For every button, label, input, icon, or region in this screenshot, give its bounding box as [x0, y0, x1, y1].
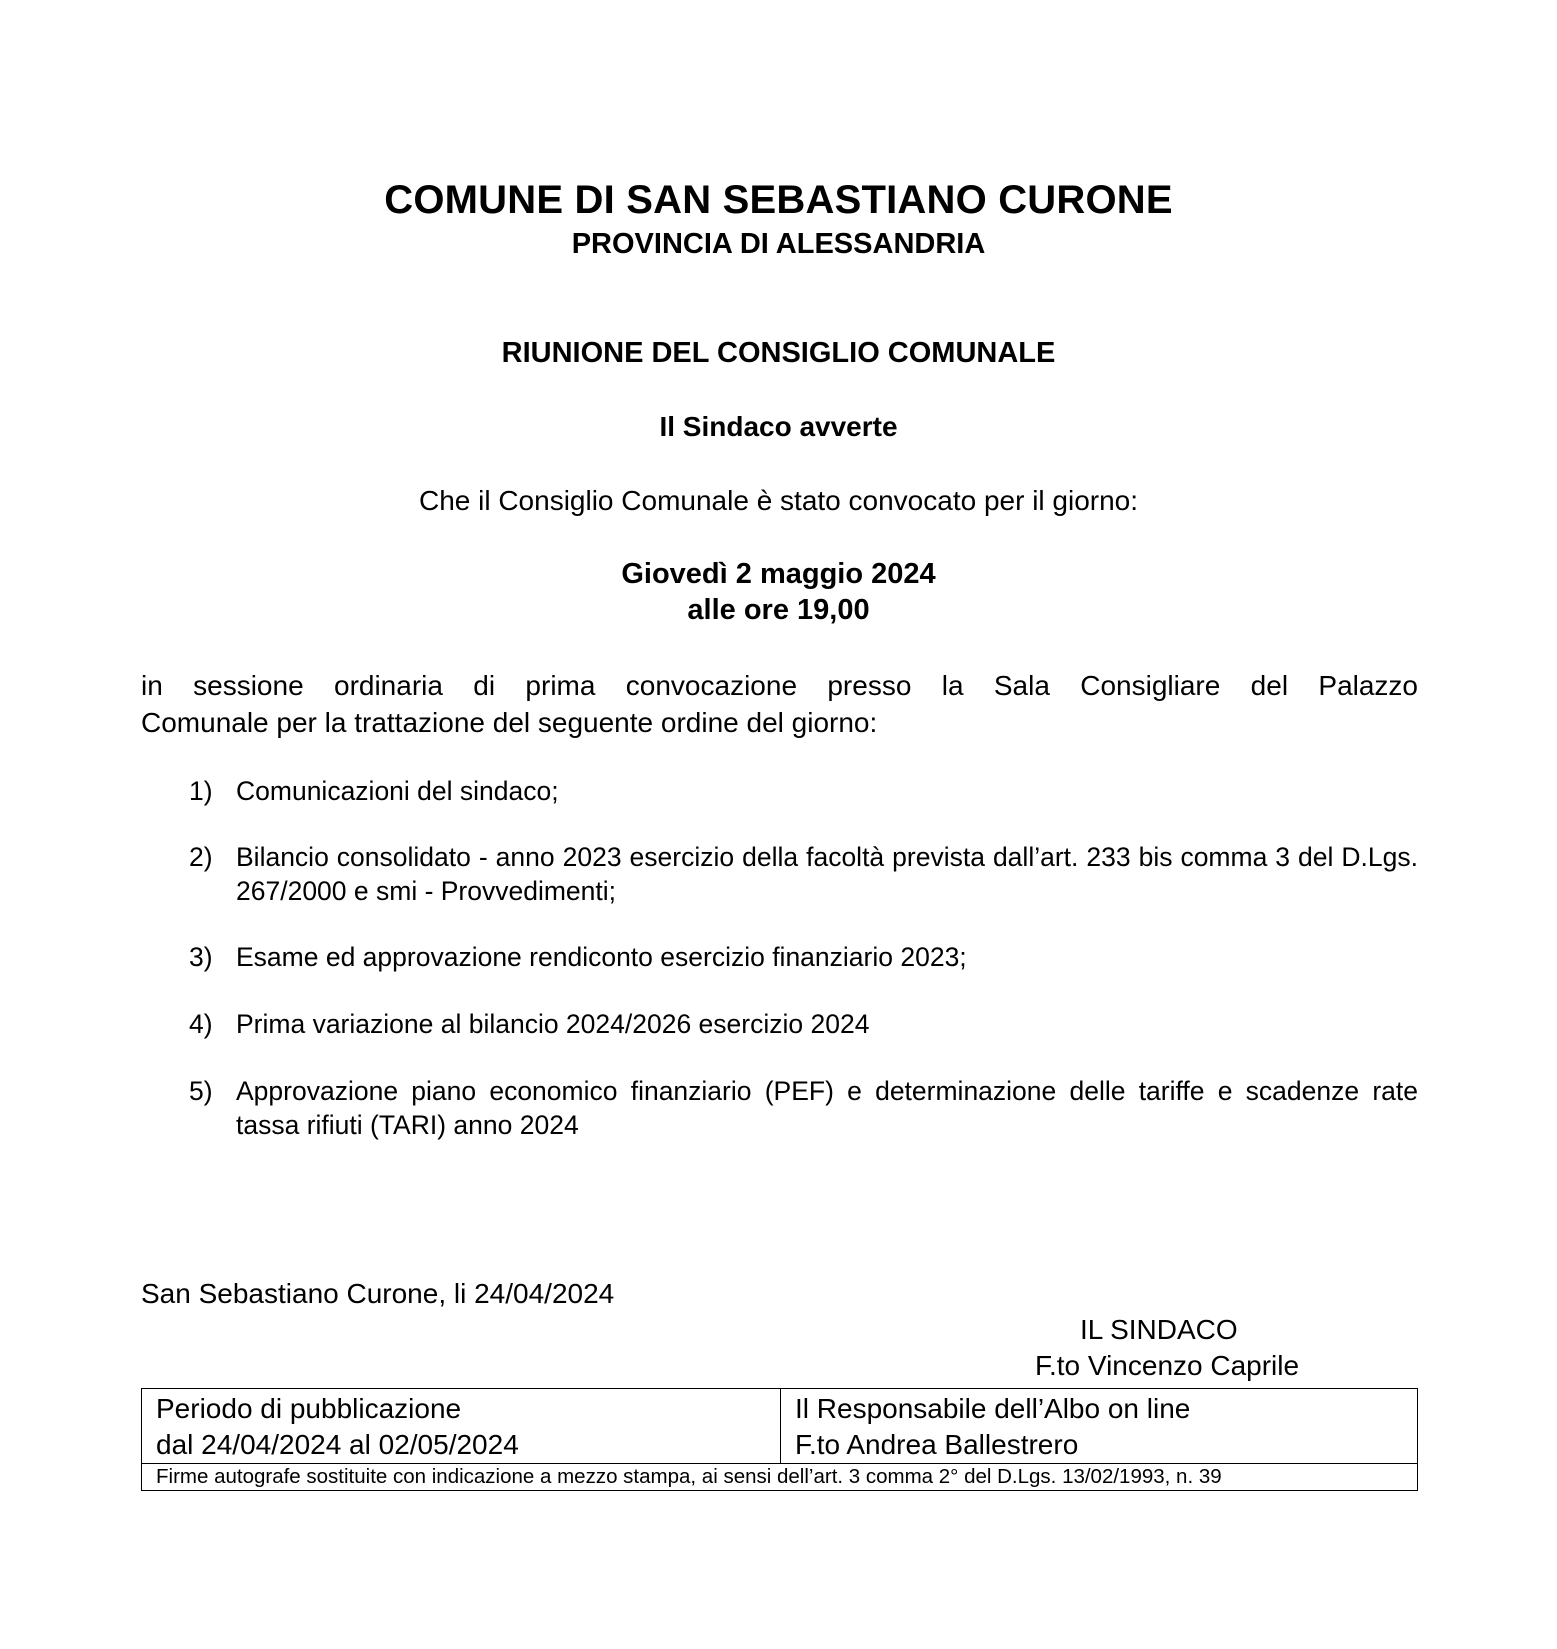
agenda-list	[141, 774, 1418, 1142]
publication-officer-label: Il Responsabile dell’Albo on line	[795, 1393, 1191, 1424]
publication-period-label: Periodo di pubblicazione	[156, 1393, 462, 1424]
agenda-item-number: 3)	[189, 942, 213, 972]
session-line-2: Comunale per la trattazione del seguente ordine del giorno:	[141, 707, 878, 738]
agenda-item	[141, 940, 1418, 974]
publication-table	[141, 1388, 1418, 1491]
session-line-1: in sessione ordinaria di prima convocazione presso la Sala Consigliare del Palazzo	[141, 670, 1418, 701]
agenda-item	[141, 1074, 1418, 1142]
meeting-heading: RIUNIONE DEL CONSIGLIO COMUNALE	[501, 337, 1056, 369]
province-subtitle: PROVINCIA DI ALESSANDRIA	[571, 228, 986, 260]
place-and-date: San Sebastiano Curone, li 24/04/2024	[141, 1278, 615, 1309]
footnote-row	[142, 1464, 1418, 1491]
publication-officer-name: F.to Andrea Ballestrero	[795, 1429, 1079, 1460]
publication-row	[142, 1389, 1418, 1464]
agenda-item-number: 4)	[189, 1009, 213, 1039]
agenda-item-number: 5)	[189, 1076, 213, 1106]
agenda-item-text: Approvazione piano economico finanziario (PEF) e determinazione delle tariffe e scadenze rate tassa rifiuti (TARI) anno 2024	[236, 1076, 1418, 1140]
agenda-item-text: Esame ed approvazione rendiconto esercizio finanziario 2023;	[236, 942, 967, 972]
signatory-title: IL SINDACO	[1080, 1314, 1238, 1345]
publication-period-cell	[142, 1389, 781, 1464]
publication-period-value: dal 24/04/2024 al 02/05/2024	[156, 1429, 519, 1460]
agenda-item	[141, 840, 1418, 908]
session-paragraph	[141, 667, 1418, 741]
meeting-time: alle ore 19,00	[687, 594, 870, 626]
publication-officer-cell	[781, 1389, 1418, 1464]
agenda-item-number: 1)	[189, 776, 213, 806]
agenda-item	[141, 774, 1418, 808]
signatory-name: F.to Vincenzo Caprile	[1035, 1350, 1300, 1381]
signature-footnote: Firme autografe sostituite con indicazione a mezzo stampa, ai sensi dell’art. 3 comma 2° del D.Lgs. 13/02/1993, n. 39	[142, 1464, 1418, 1491]
agenda-item-text: Comunicazioni del sindaco;	[236, 776, 559, 806]
convocation-line: Che il Consiglio Comunale è stato convocato per il giorno:	[418, 485, 1139, 516]
mayor-notice: Il Sindaco avverte	[659, 411, 898, 442]
agenda-item-number: 2)	[189, 842, 213, 872]
meeting-date: Giovedì 2 maggio 2024	[621, 558, 936, 590]
municipality-title: COMUNE DI SAN SEBASTIANO CURONE	[384, 178, 1173, 222]
agenda-item-text: Prima variazione al bilancio 2024/2026 esercizio 2024	[236, 1009, 870, 1039]
agenda-item	[141, 1007, 1418, 1041]
agenda-item-text: Bilancio consolidato - anno 2023 esercizio della facoltà prevista dall’art. 233 bis comma 3 del D.Lgs. 267/2000 e smi - Provvedimenti;	[236, 842, 1418, 906]
